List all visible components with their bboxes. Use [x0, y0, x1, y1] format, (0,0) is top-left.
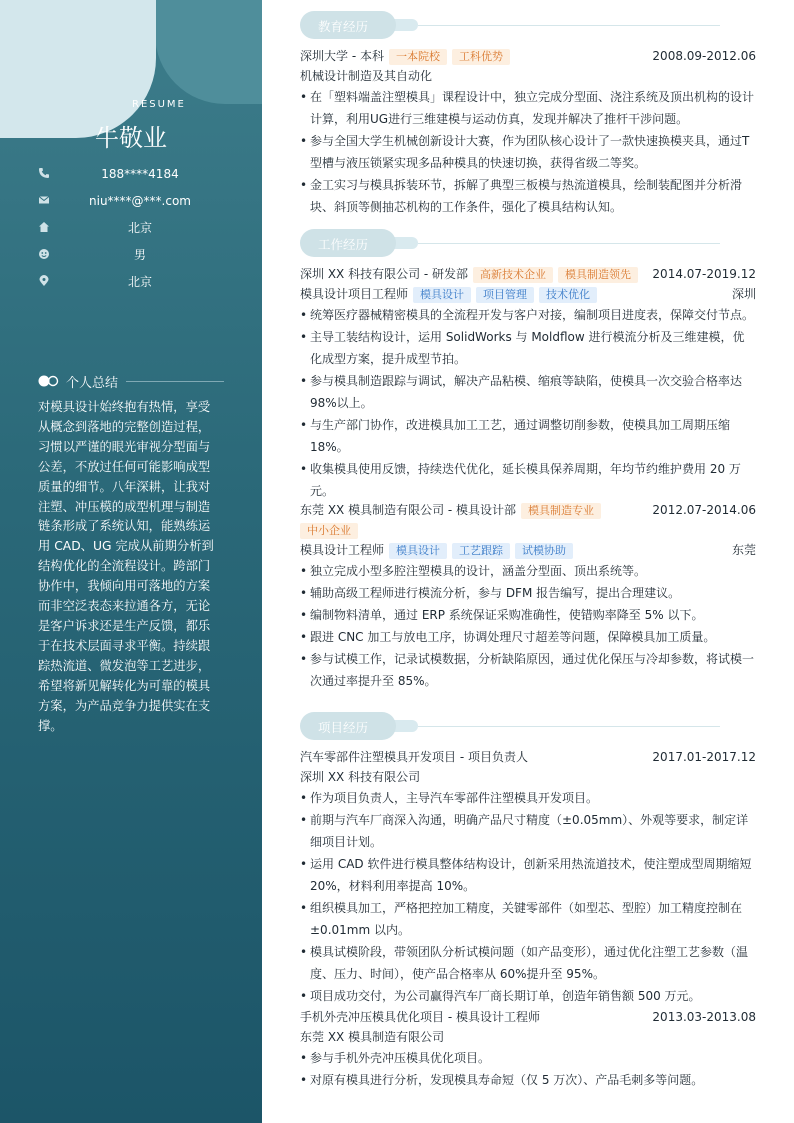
role-tag: 工艺跟踪 — [452, 543, 510, 559]
info-home — [38, 219, 238, 237]
project-bullets — [300, 787, 756, 1007]
list-item: • 运用 CAD 软件进行模具整体结构设计，创新采用热流道技术，使注塑成型周期缩短 20%，材料利用率提高 10%。 — [300, 853, 756, 897]
school-name: 深圳大学 - 本科 — [300, 49, 384, 63]
list-item: • 统筹医疗器械精密模具的全流程开发与客户对接，编制项目进度表，保障交付节点。 — [300, 304, 756, 326]
work-header — [300, 229, 730, 259]
job-city: 东莞 — [731, 543, 756, 557]
project-date: 2017.01-2017.12 — [652, 750, 756, 764]
education-title: 教育经历 — [318, 19, 369, 34]
projects-header — [300, 712, 730, 742]
job-bullets — [300, 304, 756, 502]
company-tag: 模具制造领先 — [558, 267, 638, 283]
job-date: 2014.07-2019.12 — [652, 267, 756, 281]
list-item: • 编制物料清单，通过 ERP 系统保证采购准确性，使错购率降至 5% 以下。 — [300, 604, 756, 626]
role-tag: 模具设计 — [413, 287, 471, 303]
list-item: • 对原有模具进行分析，发现模具寿命短（仅 5 万次）、产品毛刺多等问题。 — [300, 1069, 756, 1091]
list-item: • 作为项目负责人，主导汽车零部件注塑模具开发项目。 — [300, 787, 756, 809]
info-email — [38, 192, 238, 210]
company-name: 东莞 XX 模具制造有限公司 - 模具设计部 — [300, 503, 517, 517]
role-tag: 模具设计 — [389, 543, 447, 559]
company-tag: 中小企业 — [300, 523, 358, 539]
list-item: • 参与手机外壳冲压模具优化项目。 — [300, 1047, 756, 1069]
education-entry — [300, 46, 756, 218]
major: 机械设计制造及其自动化 — [300, 69, 433, 83]
list-item: • 在「塑料端盖注塑模具」课程设计中，独立完成分型面、浇注系统及顶出机构的设计计算，利用UG进行三维建模与运动仿真，发现并解决了推杆干涉问题。 — [300, 86, 756, 130]
project-org: 深圳 XX 科技有限公司 — [300, 770, 421, 784]
list-item: • 参与全国大学生机械创新设计大赛，作为团队核心设计了一款快速换模夹具，通过T型槽与液压锁紧实现多品种模具的快速切换，获得省级二等奖。 — [300, 130, 756, 174]
project-name: 手机外壳冲压模具优化项目 - 模具设计工程师 — [300, 1010, 540, 1024]
list-item: • 参与模具制造跟踪与调试，解决产品粘模、缩痕等缺陷，使模具一次交验合格率达98%以上。 — [300, 370, 756, 414]
projects-title: 项目经历 — [318, 720, 369, 735]
location-icon — [38, 275, 50, 287]
work-entry-2 — [300, 500, 756, 692]
work-title: 工作经历 — [318, 237, 369, 252]
job-role: 模具设计工程师 — [300, 543, 385, 557]
summary-divider — [126, 381, 224, 382]
list-item: • 组织模具加工，严格把控加工精度，关键零部件（如型芯、型腔）加工精度控制在±0.01mm 以内。 — [300, 897, 756, 941]
decor-shape-dark — [155, 0, 262, 104]
summary-title: 个人总结 — [66, 376, 119, 391]
list-item: • 收集模具使用反馈，持续迭代优化，延长模具保养周期，年均节约维护费用 20 万元。 — [300, 458, 756, 502]
phone-icon — [38, 167, 50, 179]
gender-text: 男 — [133, 248, 146, 262]
section-divider — [418, 243, 720, 244]
section-divider — [418, 25, 720, 26]
list-item: • 前期与汽车厂商深入沟通，明确产品尺寸精度（±0.05mm）、外观等要求，制定详细项目计划。 — [300, 809, 756, 853]
email-text: niu****@***.com — [89, 194, 191, 208]
company-tag: 模具制造专业 — [521, 503, 601, 519]
role-tag: 项目管理 — [476, 287, 534, 303]
info-gender — [38, 246, 238, 264]
summary-header — [38, 372, 228, 390]
location-text: 北京 — [127, 275, 152, 289]
work-entry-1 — [300, 264, 756, 502]
project-org: 东莞 XX 模具制造有限公司 — [300, 1030, 445, 1044]
list-item: • 参与试模工作，记录试模数据，分析缺陷原因，通过优化保压与冷却参数，将试模一次通过率提升至 85%。 — [300, 648, 756, 692]
home-icon — [38, 221, 50, 233]
list-item: • 主导工装结构设计，运用 SolidWorks 与 Moldflow 进行模流分析及三维建模，优化成型方案，提升成型节拍。 — [300, 326, 756, 370]
education-bullets — [300, 86, 756, 218]
sidebar — [0, 0, 262, 1123]
info-phone — [38, 165, 238, 183]
toggle-dots-icon — [38, 375, 60, 387]
company-tag: 高新技术企业 — [473, 267, 553, 283]
project-date: 2013.03-2013.08 — [652, 1010, 756, 1024]
person-name: 牛敬业 — [95, 124, 167, 152]
summary-text: 对模具设计始终抱有热情，享受从概念到落地的完整创造过程，习惯以严谨的眼光审视分型面与公差，不放过任何可能影响成型质量的细节。八年深耕，让我对注塑、冲压模的成型机理与制造链条形成了系统认知，能熟练运用 CAD、UG 完成从前期分析到结构优化的全流程设计。跨部门协作中，我倾向用可落地的方案而非空泛表态来拉通各方，无论是客户诉求还是生产反馈，都乐于在技术层面寻求平衡。持续跟踪热流道、微发泡等工艺进步，希望将新见解转化为可靠的模具方案，为产品竞争力提供实在支撑。 — [38, 400, 214, 733]
gender-icon — [38, 248, 50, 260]
phone-text: 188****4184 — [101, 167, 179, 181]
section-divider — [418, 726, 720, 727]
company-name: 深圳 XX 科技有限公司 - 研发部 — [300, 267, 469, 281]
school-tag: 一本院校 — [389, 49, 447, 65]
resume-label: RESUME — [132, 99, 186, 110]
project-bullets — [300, 1047, 756, 1091]
list-item: • 模具试模阶段，带领团队分析试模问题（如产品变形），通过优化注塑工艺参数（温度、压力、时间），使产品合格率从 60%提升至 95%。 — [300, 941, 756, 985]
project-entry-2 — [300, 1007, 756, 1091]
list-item: • 辅助高级工程师进行模流分析，参与 DFM 报告编写，提出合理建议。 — [300, 582, 756, 604]
list-item: • 金工实习与模具拆装环节，拆解了典型三板模与热流道模具，绘制装配图并分析滑块、斜顶等侧抽芯机构的工作条件，强化了模具结构认知。 — [300, 174, 756, 218]
email-icon — [38, 194, 50, 206]
list-item: • 与生产部门协作，改进模具加工工艺，通过调整切削参数，使模具加工周期压缩18%。 — [300, 414, 756, 458]
project-entry-1 — [300, 747, 756, 1007]
education-header — [300, 11, 730, 41]
job-city: 深圳 — [731, 287, 756, 301]
education-date: 2008.09-2012.06 — [652, 49, 756, 63]
list-item: • 跟进 CNC 加工与放电工序，协调处理尺寸超差等问题，保障模具加工质量。 — [300, 626, 756, 648]
home-text: 北京 — [127, 221, 152, 235]
job-role: 模具设计项目工程师 — [300, 287, 409, 301]
job-bullets — [300, 560, 756, 692]
role-tag: 技术优化 — [539, 287, 597, 303]
list-item: • 独立完成小型多腔注塑模具的设计，涵盖分型面、顶出系统等。 — [300, 560, 756, 582]
school-tag: 工科优势 — [452, 49, 510, 65]
job-date: 2012.07-2014.06 — [652, 503, 756, 517]
project-name: 汽车零部件注塑模具开发项目 - 项目负责人 — [300, 750, 528, 764]
list-item: • 项目成功交付，为公司赢得汽车厂商长期订单，创造年销售额 500 万元。 — [300, 985, 756, 1007]
role-tag: 试模协助 — [515, 543, 573, 559]
info-location — [38, 273, 238, 291]
